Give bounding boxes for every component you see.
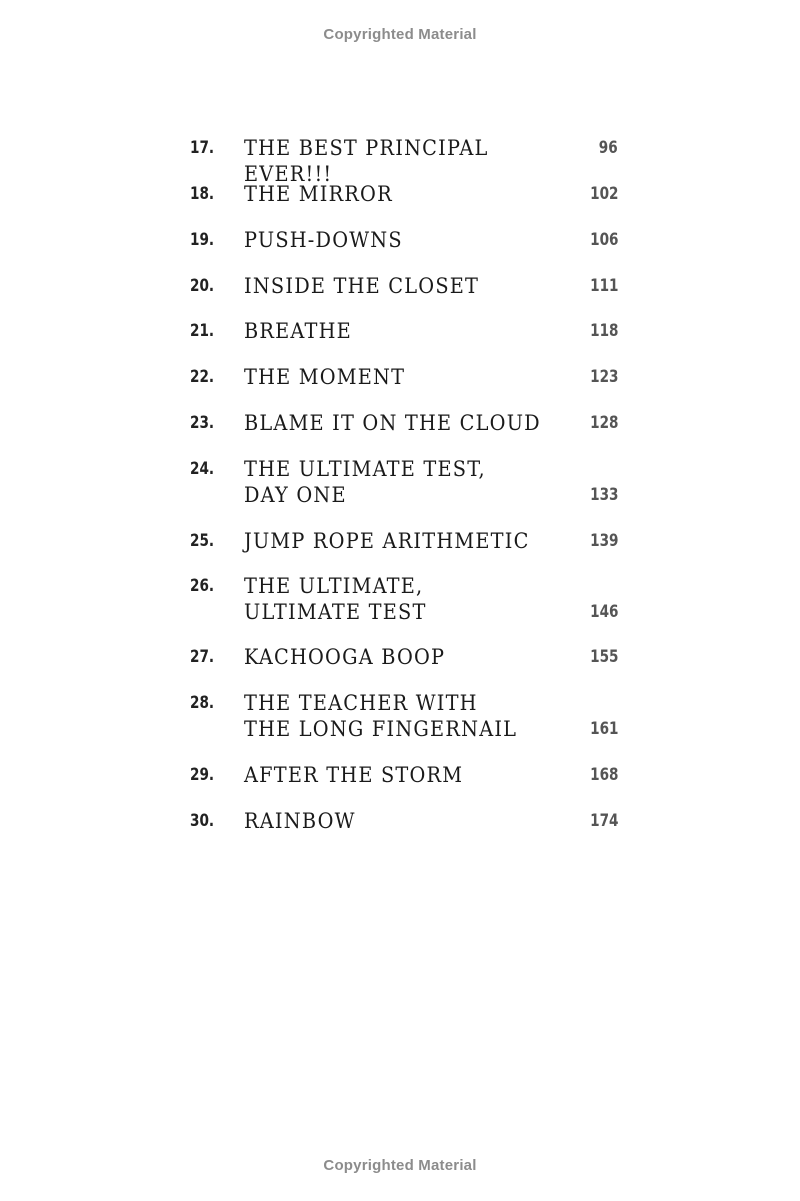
chapter-title: THE MIRROR (244, 182, 393, 206)
chapter-number: 27. (190, 647, 215, 667)
chapter-page: 128 (589, 413, 618, 433)
chapter-page: 123 (589, 367, 618, 387)
chapter-page: 133 (589, 485, 618, 505)
chapter-number: 20. (190, 276, 215, 296)
chapter-title: THE ULTIMATE TEST, DAY ONE (244, 457, 486, 507)
chapter-title: KACHOOGA BOOP (244, 645, 446, 669)
chapter-page: 96 (599, 138, 618, 158)
chapter-page: 146 (589, 602, 618, 622)
chapter-page: 168 (589, 765, 618, 785)
chapter-title: THE ULTIMATE, ULTIMATE TEST (244, 574, 427, 624)
chapter-title: THE MOMENT (244, 365, 406, 389)
chapter-number: 28. (190, 693, 215, 713)
chapter-number: 24. (190, 459, 215, 479)
chapter-page: 161 (589, 719, 618, 739)
chapter-title: AFTER THE STORM (244, 763, 464, 787)
chapter-number: 30. (190, 811, 215, 831)
chapter-title: THE TEACHER WITH THE LONG FINGERNAIL (244, 691, 518, 741)
chapter-number: 19. (190, 230, 215, 250)
chapter-number: 21. (190, 321, 215, 341)
chapter-title: THE BEST PRINCIPAL EVER!!! (244, 136, 489, 186)
chapter-title: JUMP ROPE ARITHMETIC (244, 529, 530, 553)
chapter-page: 118 (589, 321, 618, 341)
chapter-page: 174 (589, 811, 618, 831)
chapter-number: 29. (190, 765, 215, 785)
chapter-title: BLAME IT ON THE CLOUD (244, 411, 541, 435)
chapter-page: 139 (589, 531, 618, 551)
copyright-watermark-top: Copyrighted Material (323, 26, 477, 43)
chapter-number: 23. (190, 413, 215, 433)
chapter-number: 22. (190, 367, 215, 387)
copyright-watermark-bottom: Copyrighted Material (323, 1157, 477, 1174)
chapter-page: 111 (589, 276, 618, 296)
chapter-number: 26. (190, 576, 215, 596)
chapter-page: 102 (589, 184, 618, 204)
chapter-title: BREATHE (244, 319, 352, 343)
chapter-title: INSIDE THE CLOSET (244, 274, 480, 298)
chapter-number: 18. (190, 184, 215, 204)
chapter-number: 17. (190, 138, 215, 158)
chapter-page: 155 (589, 647, 618, 667)
chapter-title: PUSH-DOWNS (244, 228, 403, 252)
chapter-number: 25. (190, 531, 215, 551)
chapter-page: 106 (589, 230, 618, 250)
chapter-title: RAINBOW (244, 809, 356, 833)
